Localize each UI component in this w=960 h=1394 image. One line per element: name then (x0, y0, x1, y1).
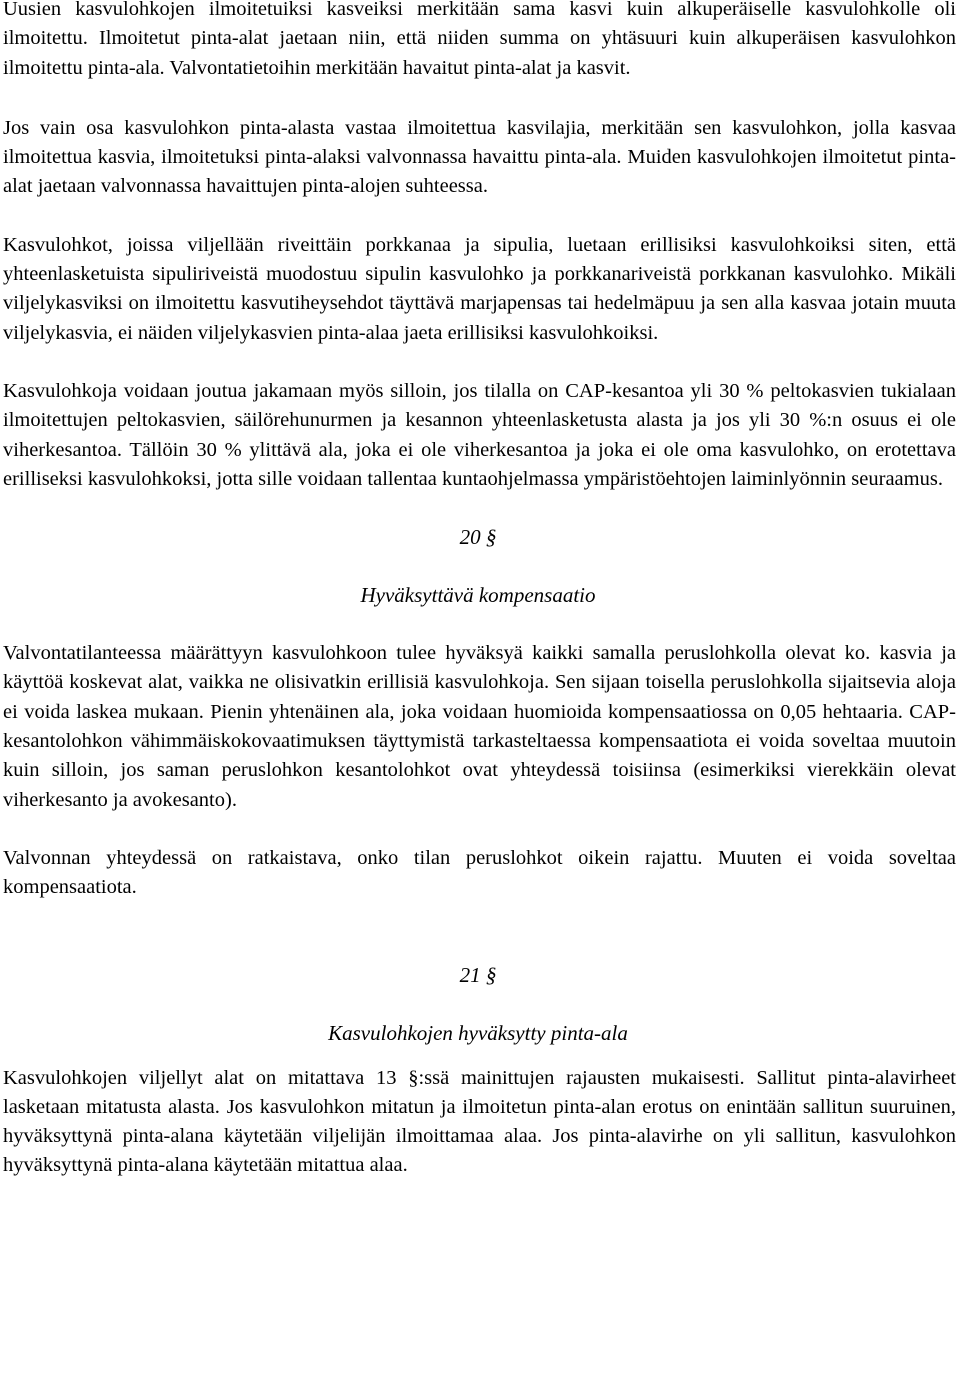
paragraph-uusien-kasvulohkojen: Uusien kasvulohkojen ilmoitetuiksi kasveiksi merkitään sama kasvi kuin alkuperäiselle kasvulohkolle oli ilmoitettu. Ilmoitetut pinta-alat jaetaan niin, että niiden summa on yhtäsuuri kuin alkuperäisen kasvulohkon ilmoitettu pinta-ala. Valvontatietoihin merkitään havaitut pinta-alat ja kasvit. (3, 0, 956, 79)
paragraph-valvontatilanne: Valvontatilanteessa määrättyyn kasvulohkoon tulee hyväksyä kaikki samalla peruslohkolla olevat ko. kasvia ja käyttöä koskevat alat, vaikka ne olisivatkin erillisiä kasvulohkoja. Sen sijaan toisella peruslohkolla sijaitsevia aloja ei voida laskea mukaan. Pienin yhtenäinen ala, joka voidaan huomioida kompensaatiossa on 0,05 hehtaaria. CAP-kesantolohkon vähimmäiskokovaatimuksen täyttymistä tarkasteltaessa kompensaatiota ei voida soveltaa muutoin kuin silloin, jos saman peruslohkon kesantolohkot ovat yhteydessä toisiinsa (esimerkiksi vierekkäin olevat viherkesanto ja avokesanto). (3, 642, 956, 811)
paragraph-riviviljely: Kasvulohkot, joissa viljellään riveittäin porkkanaa ja sipulia, luetaan erillisiksi kasvulohkoiksi siten, että yhteenlasketuista sipuliriveistä muodostuu sipulin kasvulohko ja porkkanariveistä porkkanan kasvulohko. Mikäli viljelykasviksi on ilmoitettu kasvutiheysehdot täyttävä marjapensas tai hedelmäpuu ja sen alla kasvaa jotain muuta viljelykasvia, ei näiden viljelykasvien pinta-alaa jaeta erillisiksi kasvulohkoiksi. (3, 233, 956, 344)
paragraph-osa-kasvulohkosta: Jos vain osa kasvulohkon pinta-alasta vastaa ilmoitettua kasvilajia, merkitään sen kasvulohkon, jolla kasvaa ilmoitettua kasvia, ilmoitetuksi pinta-alaksi valvonnassa havaittu pinta-ala. Muiden kasvulohkojen ilmoitetut pinta-alat jaetaan valvonnassa havaittujen pinta-alojen suhteessa. (3, 116, 956, 198)
document-page (3, 0, 956, 1181)
paragraph-mitattava-ala: Kasvulohkojen viljellyt alat on mitattava 13 §:ssä mainittujen rajausten mukaisesti. Sallitut pinta-alavirheet lasketaan mitatusta alasta. Jos kasvulohkon mitatun ja ilmoitetun pinta-alan erotus on enintään sallitun suuruinen, hyväksyttynä pinta-alana käytetään viljelijän ilmoittamaa alaa. Jos pinta-alavirhe on yli sallitun, kasvulohkon hyväksyttynä pinta-alana käytetään mitattua alaa. (3, 1066, 956, 1177)
paragraph-cap-kesanto: Kasvulohkoja voidaan joutua jakamaan myös silloin, jos tilalla on CAP-kesantoa yli 30 % peltokasvien tukialaan ilmoitettujen peltokasvien, säilörehunurmen ja kesannon yhteenlasketusta alasta ja jos yli 30 %:n osuus ei ole viherkesantoa. Tällöin 30 % ylittävä ala, joka ei ole viherkesantoa ja joka ei ole oma kasvulohko, on erotettava erilliseksi kasvulohkoksi, jotta sille voidaan tallentaa kuntaohjelmassa ympäristöehtojen laiminlyönnin seuraamus. (3, 379, 956, 490)
section-21-title: Kasvulohkojen hyväksytty pinta-ala (328, 1020, 628, 1045)
section-21-number: 21 § (459, 962, 497, 987)
section-20-title: Hyväksyttävä kompensaatio (360, 583, 596, 608)
section-20-number: 20 § (459, 525, 497, 550)
paragraph-peruslohkojen-rajaus: Valvonnan yhteydessä on ratkaistava, onko tilan peruslohkot oikein rajattu. Muuten ei voida soveltaa kompensaatiota. (3, 846, 956, 899)
